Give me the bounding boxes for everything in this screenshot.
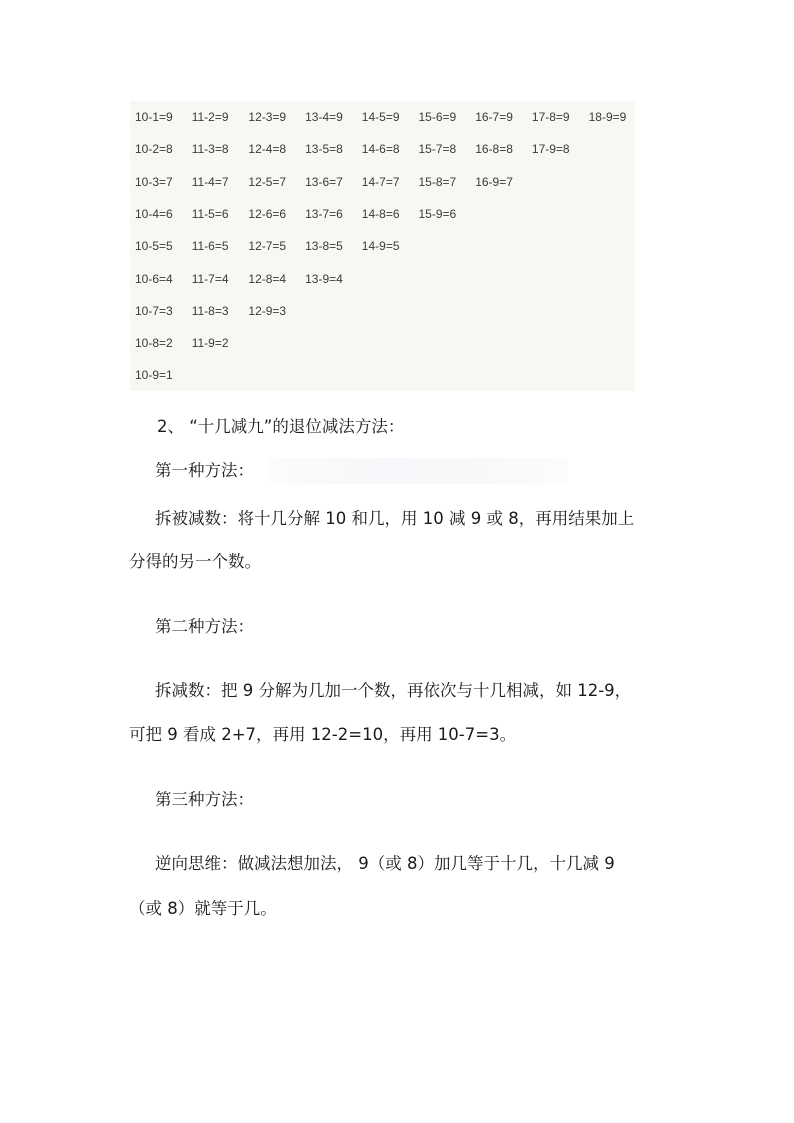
table-cell: 11-6=5 bbox=[191, 239, 229, 254]
table-cell: 11-8=3 bbox=[191, 303, 229, 318]
table-cell: 11-5=6 bbox=[191, 206, 229, 221]
table-cell: 11-2=9 bbox=[191, 110, 229, 124]
table-cell: 11-4=7 bbox=[191, 174, 229, 189]
table-cell: 13-6=7 bbox=[305, 174, 343, 189]
table-cell: 14-6=8 bbox=[361, 142, 400, 157]
table-cell: 17-8=9 bbox=[531, 110, 570, 124]
table-cell: 15-9=6 bbox=[418, 206, 457, 221]
table-cell: 13-7=6 bbox=[305, 206, 343, 221]
table-cell: 14-9=5 bbox=[361, 239, 400, 254]
table-cell: 12-7=5 bbox=[248, 239, 287, 254]
table-cell: 11-3=8 bbox=[191, 142, 229, 157]
table-cell: 13-5=8 bbox=[305, 142, 343, 157]
table-cell: 16-8=8 bbox=[475, 142, 513, 157]
table-cell: 11-7=4 bbox=[191, 271, 229, 286]
table-cell: 10-5=5 bbox=[135, 239, 173, 254]
table-cell: 10-8=2 bbox=[135, 336, 173, 351]
table-cell: 10-9=1 bbox=[135, 368, 173, 383]
method-2-line-1: 拆减数：把 9 分解为几加一个数，再依次与十几相减，如 12-9， bbox=[155, 681, 632, 700]
table-cell: 13-8=5 bbox=[305, 239, 343, 254]
table-cell: 14-8=6 bbox=[361, 206, 400, 221]
table-cell: 16-7=9 bbox=[475, 110, 513, 124]
method-2-title: 第二种方法： bbox=[155, 617, 254, 636]
blurred-region bbox=[268, 458, 568, 484]
section-heading: 2、 “十几减九”的退位减法方法： bbox=[157, 417, 405, 436]
table-cell: 16-9=7 bbox=[475, 174, 513, 189]
subtraction-table bbox=[130, 101, 635, 391]
table-cell: 13-9=4 bbox=[305, 271, 343, 286]
table-cell: 10-3=7 bbox=[135, 174, 173, 189]
table-cell: 10-6=4 bbox=[135, 271, 173, 286]
table-cell: 12-4=8 bbox=[248, 142, 287, 157]
table-cell: 11-9=2 bbox=[191, 336, 229, 351]
method-3-title: 第三种方法： bbox=[155, 790, 254, 809]
table-cell: 14-5=9 bbox=[361, 110, 400, 124]
method-3-line-2: （或 8）就等于几。 bbox=[129, 899, 277, 918]
method-1-title: 第一种方法： bbox=[155, 461, 254, 480]
table-cell: 10-7=3 bbox=[135, 303, 173, 318]
table-cell: 12-3=9 bbox=[248, 110, 287, 124]
method-1-line-1: 拆被减数：将十几分解 10 和几，用 10 减 9 或 8，再用结果加上 bbox=[155, 509, 635, 528]
table-cell: 17-9=8 bbox=[531, 142, 570, 157]
table-cell: 12-6=6 bbox=[248, 206, 287, 221]
method-1-line-2: 分得的另一个数。 bbox=[129, 552, 261, 571]
method-3-line-1: 逆向思维：做减法想加法， 9（或 8）加几等于十几，十几减 9 bbox=[155, 854, 615, 873]
table-cell: 14-7=7 bbox=[361, 174, 400, 189]
method-2-line-2: 可把 9 看成 2+7，再用 12-2=10，再用 10-7=3。 bbox=[129, 725, 517, 744]
table-cell: 10-2=8 bbox=[135, 142, 173, 157]
table-cell: 12-8=4 bbox=[248, 271, 287, 286]
table-cell: 18-9=9 bbox=[588, 110, 627, 124]
table-cell: 10-4=6 bbox=[135, 206, 173, 221]
table-cell: 15-8=7 bbox=[418, 174, 457, 189]
table-cell: 12-5=7 bbox=[248, 174, 287, 189]
table-cell: 15-6=9 bbox=[418, 110, 457, 124]
table-cell: 12-9=3 bbox=[248, 303, 287, 318]
table-cell: 13-4=9 bbox=[305, 110, 343, 124]
table-cell: 15-7=8 bbox=[418, 142, 457, 157]
table-cell: 10-1=9 bbox=[135, 110, 173, 124]
